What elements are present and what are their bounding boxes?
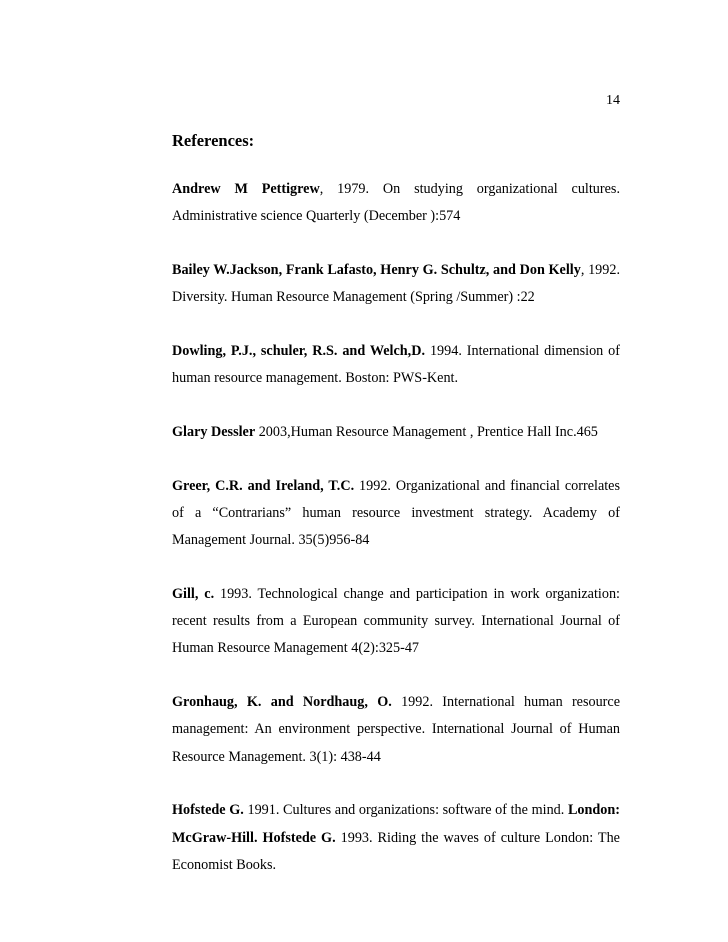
reference-author: Glary Dessler [172,424,256,440]
reference-author: Gill, c. [172,586,215,602]
reference-entry [172,797,620,879]
reference-entry [172,257,620,311]
reference-text: 1993. Technological change and participation in work organization: recent results from a European community survey. International Journal of Human Resource Management 4(2):325-47 [172,586,620,657]
reference-text: 1994. International dimension of human resource management. Boston: PWS-Kent. [172,343,620,387]
reference-text: 1991. Cultures and organizations: software of the mind. [243,802,568,819]
reference-list [172,176,620,906]
reference-text: , 1979. On studying organizational cultures. Administrative science Quarterly (December ):574 [172,181,620,225]
reference-entry [172,338,620,392]
reference-text: 1992. International human resource management: An environment perspective. International Journal of Human Resource Management. 3(1): 438-44 [172,694,620,765]
reference-author: Dowling, P.J., schuler, R.S. and Welch,D. [172,343,426,359]
reference-author: London: McGraw-Hill. Hofstede G. [172,802,621,846]
reference-entry [172,419,620,446]
reference-author: Andrew M Pettigrew [172,181,320,197]
reference-entry [172,581,620,663]
reference-author: Greer, C.R. and Ireland, T.C. [172,477,355,494]
reference-author: Gronhaug, K. and Nordhaug, O. [172,694,392,711]
reference-entry [172,473,620,555]
page-number: 14 [606,93,620,108]
reference-text: 1992. Organizational and financial correlates of a “Contrarians” human resource investment strategy. Academy of Management Journal. 35(5)956-84 [172,477,621,549]
reference-entry [172,176,620,230]
reference-author: Hofstede G. [172,802,244,819]
reference-author: Bailey W.Jackson, Frank Lafasto, Henry G. Schultz, and Don Kelly [172,262,581,278]
reference-text: 2003,Human Resource Management , Prentice Hall Inc.465 [255,424,598,440]
reference-text: 1993. Riding the waves of culture London: The Economist Books. [172,829,620,873]
reference-entry [172,689,620,771]
references-heading: References: [172,131,255,150]
reference-text: , 1992. Diversity. Human Resource Management (Spring /Summer) :22 [172,262,621,306]
